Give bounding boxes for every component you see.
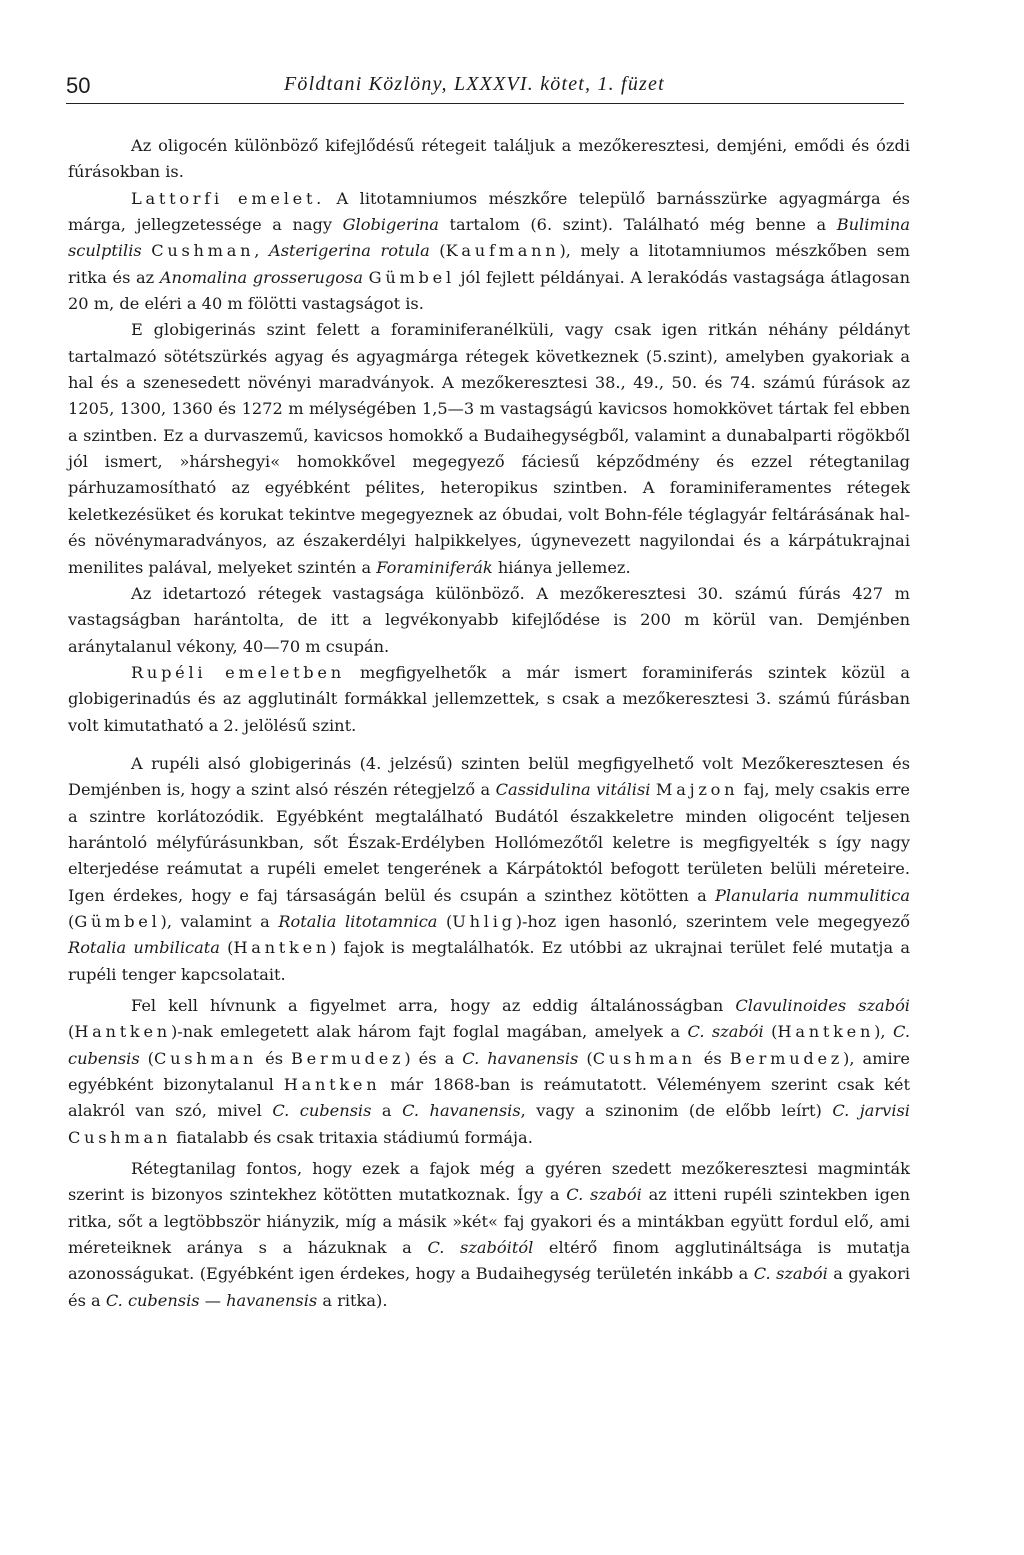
author-name: Cushman: [151, 241, 255, 261]
taxon-name: Rotalia umbilicata: [68, 938, 220, 958]
paragraph-rupel: [68, 660, 910, 739]
paragraph-clavulinoides: [68, 993, 910, 1151]
author-name: Hantken: [233, 938, 331, 958]
text-run: (: [68, 1022, 75, 1042]
paragraph-stratigraphy: [68, 1156, 910, 1314]
text-run: faj, mely csakis erre a szintre korlátozódik. Egyébként megtalálható Budától északkeletre minden oligocént teljesen harántoló mélyfúrásunkban, sőt Észak-Erdélyben Hollómezőtől keletre is megfigyelték s így nagy elterjedése reámutat a rupéli emelet tengerének a Kárpátoktól befogott területen belüli méreteire. Igen érdekes, hogy e faj társaságán belül és csupán a szinthez kötötten a: [68, 780, 910, 905]
author-name: Bermudez: [729, 1048, 844, 1068]
text-run: ), mely a litotamniumos mészkőben sem ritka és az: [68, 241, 910, 287]
text-run: fiatalabb és csak tritaxia stádiumú formája.: [171, 1127, 533, 1147]
text-run: (: [68, 911, 75, 931]
text-run: A rupéli alsó globigerinás (4. jelzésű) szinten belül megfigyelhető volt Mezőkeresztesen és Demjénben is, hogy a szint alsó részén rétegjelző a: [68, 753, 910, 800]
taxon-name: C. havanensis: [462, 1048, 579, 1068]
taxon-name: havanensis: [226, 1290, 318, 1310]
text-run: megfigyelhetők a már ismert foraminiferás szintek közül a globigerinadús és az agglutinált formákkal jellemzettek, s csak a mezőkeresztesi 3. számú fúrásban volt kimutatható a 2. jelölésű szint.: [68, 662, 910, 735]
text-run: )-hoz igen hasonló, szerintem vele megegyező: [515, 911, 910, 931]
taxon-name: C. szabói: [753, 1264, 828, 1284]
running-title: Földtani Közlöny, LXXXVI. kötet, 1. füzet: [284, 73, 665, 95]
page-number: 50: [66, 73, 91, 98]
taxon-name: Bulimina sculptilis: [68, 215, 910, 261]
taxon-name: Globigerina: [342, 215, 439, 235]
text-run: ), amire egyébként bizonytalanul: [68, 1048, 911, 1095]
text-run: (: [437, 911, 453, 931]
text-run: már 1868-ban is reámutatott. Véleményem szerint csak két alakról van szó, mivel: [68, 1075, 910, 1121]
taxon-name: C. szabói: [687, 1022, 764, 1042]
text-run: (: [578, 1048, 593, 1068]
taxon-name: Clavulinoides szabói: [735, 996, 910, 1015]
paragraph-gap: [68, 739, 910, 751]
text-run: , vagy a szinonim (de előbb leírt): [520, 1101, 833, 1121]
taxon-name: Foraminiferák: [376, 557, 493, 577]
taxon-name: Asterigerina rotula: [269, 241, 430, 261]
text-run: (: [139, 1048, 155, 1068]
text-run: jól fejlett példányai. A lerakódás vastagsága átlagosan 20 m, de eléri a 40 m fölötti vastagságot is.: [68, 267, 910, 314]
text-run: a: [371, 1101, 403, 1121]
taxon-name: C. szabóitól: [427, 1238, 534, 1258]
section-heading-lattorf: Lattorfi emelet.: [131, 188, 326, 208]
text-run: eltérő finom agglutináltsága is mutatja azonosságukat. (Egyébként igen érdekes, hogy a Budaihegység területén inkább a: [68, 1238, 910, 1284]
taxon-name: Anomalina grosserugosa: [159, 267, 364, 287]
author-name: Bermudez: [291, 1048, 405, 1068]
header-rule: [66, 103, 904, 104]
paragraph-thickness: Az idetartozó rétegek vastagsága különböző. A mezőkeresztesi 30. számú fúrás 427 m vastagságban harántolta, de itt a legvékonyabb kifejlődése is 200 m körül van. Demjénben aránytalanul vékony, 40—70 m csupán.: [68, 583, 910, 656]
author-name: Uhlig: [452, 911, 516, 931]
taxon-name: Cassidulina vitálisi: [495, 780, 651, 800]
text-run: és: [257, 1048, 292, 1068]
text-run: Rétegtanilag fontos, hogy ezek a fajok még a gyéren szedett mezőkeresztesi magminták szerint is bizonyos szintekhez kötötten mutatkoznak. Így a: [68, 1159, 910, 1205]
paragraph-globigerina-level: [68, 751, 910, 988]
text-run: A litotamniumos mészkőre települő barnásszürke agyagmárga és márga, jellegzetessége a nagy: [68, 188, 910, 235]
taxon-name: C. cubensis: [105, 1290, 200, 1310]
text-run: (: [429, 241, 446, 261]
text-run: Fel kell hívnunk a figyelmet arra, hogy az eddig általánosságban: [131, 996, 736, 1015]
author-name: Hantken: [74, 1022, 171, 1042]
text-run: a ritka).: [317, 1290, 388, 1310]
text-run: E globigerinás szint felett a foraminiferanélküli, vagy csak igen ritkán néhány példányt tartalmazó sötétszürkés agyag és agyagmárga rétegek következnek (5.szint), amelyben gyakoriak a hal és a szenesedett növényi maradványok. A mezőkeresztesi 38., 49., 50. és 74. számú fúrások az 1205, 1300, 1360 és 1272 m mélységében 1,5—3 m vastagságú kavicsos homokkövet tártak fel ebben a szintben. Ez a durvaszemű, kavicsos homokkő a Budaihegységből, valamint a dunabalparti rögökből jól ismert, »hárshegyi« homokkővel megegyező fáciesű képződmény és ezzel rétegtanilag párhuzamosítható az egyébként pélites, heteropikus szintben. A foraminiferamentes rétegek keletkezésüket és korukat tekintve megegyeznek az óbudai, volt Bohn-féle téglagyár feltárásának hal- és növénymaradványos, az északerdélyi halpikkelyes, úgynevezett nagyilondai és a kárpátukrajnai menilites palával, melyeket szintén a: [68, 320, 910, 577]
author-name: Cushman: [154, 1048, 258, 1068]
taxon-name: C. havanensis: [402, 1101, 521, 1121]
taxon-name: C. jarvisi: [832, 1101, 910, 1121]
text-run: (: [219, 938, 234, 958]
paragraph-barren-layers: [68, 317, 910, 580]
text-run: —: [199, 1290, 227, 1310]
taxon-name: C. cubensis: [272, 1101, 372, 1121]
text-run: ,: [254, 241, 269, 261]
taxon-name: Planularia nummulitica: [715, 885, 910, 905]
author-name: Hantken: [777, 1022, 875, 1042]
taxon-name: C. szabói: [566, 1185, 642, 1205]
text-run: ) és a: [404, 1048, 463, 1068]
text-run: (: [763, 1022, 778, 1042]
author-name: Majzon: [655, 780, 739, 800]
author-name: Kaufmann: [445, 241, 560, 261]
article-body: [68, 133, 910, 1314]
text-run: ),: [874, 1022, 894, 1042]
text-run: )-nak emlegetett alak három fajt foglal magában, amelyek a: [170, 1022, 688, 1042]
author-name: Cushman: [68, 1127, 172, 1147]
author-name: Hantken: [283, 1075, 381, 1095]
text-run: a gyakori és a: [68, 1264, 911, 1310]
author-name: Gümbel: [368, 267, 455, 287]
text-run: és: [695, 1048, 730, 1068]
text-run: tartalom (6. szint). Található még benne a: [438, 215, 837, 235]
author-name: Gümbel: [74, 911, 161, 931]
section-heading-rupel: Rupéli emeletben: [131, 662, 345, 682]
author-name: Cushman: [592, 1048, 696, 1068]
text-run: [142, 241, 152, 260]
text-run: ) fajok is megtalálhatók. Ez utóbbi az ukrajnai terület felé mutatja a rupéli tenger kapcsolatait.: [68, 938, 910, 984]
text-run: hiánya jellemez.: [492, 557, 631, 577]
running-header: [66, 70, 904, 102]
taxon-name: Rotalia litotamnica: [278, 911, 438, 931]
paragraph-lattorf: [68, 186, 910, 318]
taxon-name: C. cubensis: [68, 1022, 911, 1068]
paragraph-intro: Az oligocén különböző kifejlődésű rétegeit találjuk a mezőkeresztesi, demjéni, emődi és ózdi fúrásokban is.: [68, 136, 910, 182]
text-run: az itteni rupéli szintekben igen ritka, sőt a legtöbbször hiányzik, míg a másik »két« faj gyakori és a mintákban együtt fordul elő, ami méreteiknek aránya s a házuknak a: [68, 1185, 910, 1258]
text-run: ), valamint a: [160, 911, 279, 931]
